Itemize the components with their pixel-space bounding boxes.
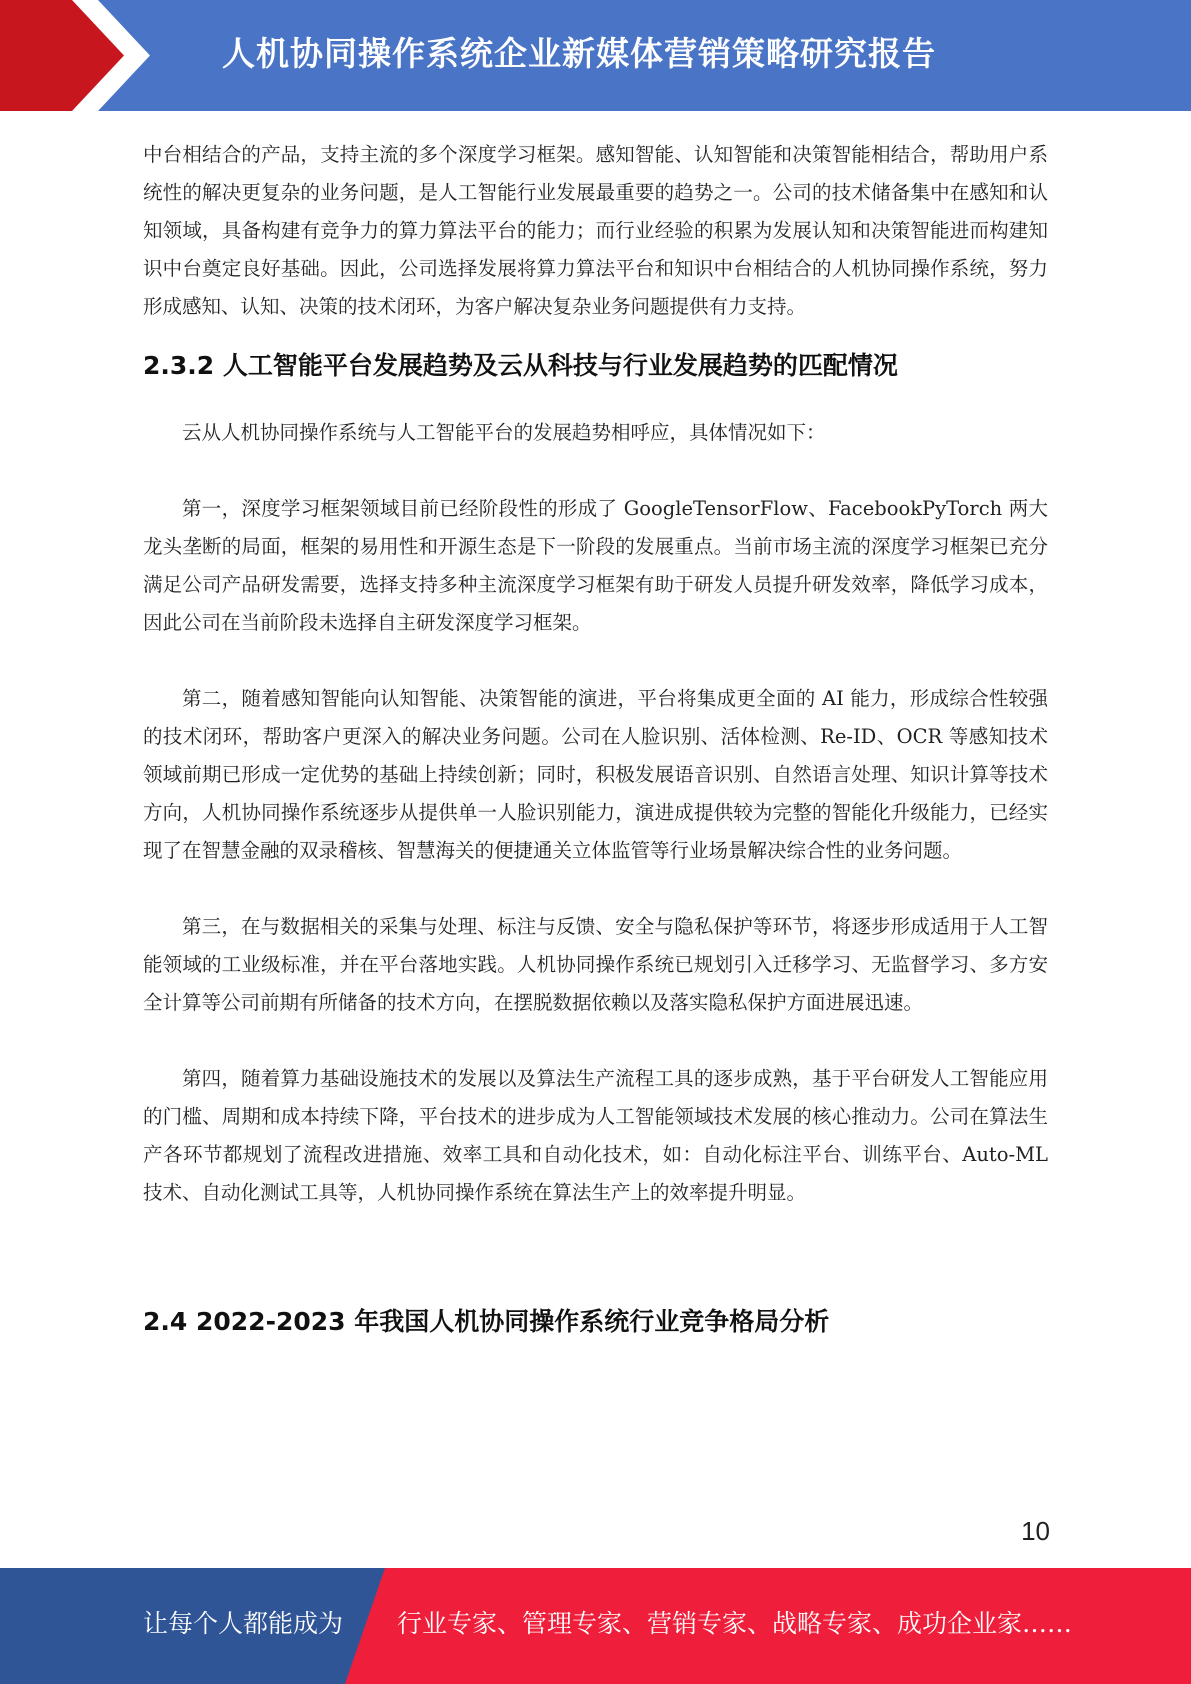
header-banner bbox=[0, 0, 1191, 111]
document-body bbox=[143, 136, 1048, 1342]
page-number: 10 bbox=[1021, 1516, 1050, 1546]
point-two-paragraph: 第二，随着感知智能向认知智能、决策智能的演进，平台将集成更全面的 AI 能力，形成综合性较强的技术闭环，帮助客户更深入的解决业务问题。公司在人脸识别、活体检测、Re-ID、OCR 等感知技术领域前期已形成一定优势的基础上持续创新；同时，积极发展语音识别、自然语言处理、知识计算等技术方向，人机协同操作系统逐步从提供单一人脸识别能力，演进成提供较为完整的智能化升级能力，已经实现了在智慧金融的双录稽核、智慧海关的便捷通关立体监管等行业场景解决综合性的业务问题。 bbox=[143, 687, 1048, 862]
lead-paragraph: 云从人机协同操作系统与人工智能平台的发展趋势相呼应，具体情况如下： bbox=[182, 421, 826, 444]
section-2-3-2-heading: 2.3.2 人工智能平台发展趋势及云从科技与行业发展趋势的匹配情况 bbox=[143, 351, 898, 380]
point-three-paragraph: 第三，在与数据相关的采集与处理、标注与反馈、安全与隐私保护等环节，将逐步形成适用于人工智能领域的工业级标准，并在平台落地实践。人机协同操作系统已规划引入迁移学习、无监督学习、多方安全计算等公司前期有所储备的技术方向，在摆脱数据依赖以及落实隐私保护方面进展迅速。 bbox=[143, 915, 1048, 1014]
footer-banner bbox=[0, 1568, 1191, 1684]
report-title: 人机协同操作系统企业新媒体营销策略研究报告 bbox=[222, 34, 936, 73]
section-2-4-heading: 2.4 2022-2023 年我国人机协同操作系统行业竞争格局分析 bbox=[143, 1307, 830, 1336]
intro-paragraph: 中台相结合的产品，支持主流的多个深度学习框架。感知智能、认知智能和决策智能相结合，帮助用户系统性的解决更复杂的业务问题，是人工智能行业发展最重要的趋势之一。公司的技术储备集中在感知和认知领域，具备构建有竞争力的算力算法平台的能力；而行业经验的积累为发展认知和决策智能进而构建知识中台奠定良好基础。因此，公司选择发展将算力算法平台和知识中台相结合的人机协同操作系统，努力形成感知、认知、决策的技术闭环，为客户解决复杂业务问题提供有力支持。 bbox=[143, 143, 1048, 318]
point-one-paragraph: 第一，深度学习框架领域目前已经阶段性的形成了 GoogleTensorFlow、FacebookPyTorch 两大龙头垄断的局面，框架的易用性和开源生态是下一阶段的发展重点。当前市场主流的深度学习框架已充分满足公司产品研发需要，选择支持多种主流深度学习框架有助于研发人员提升研发效率，降低学习成本，因此公司在当前阶段未选择自主研发深度学习框架。 bbox=[143, 497, 1048, 634]
footer-slogan-right: 行业专家、管理专家、营销专家、战略专家、成功企业家…… bbox=[397, 1609, 1073, 1638]
footer-slogan-left: 让每个人都能成为 bbox=[143, 1609, 344, 1638]
header-chevron-icon bbox=[0, 0, 150, 111]
point-four-paragraph: 第四，随着算力基础设施技术的发展以及算法生产流程工具的逐步成熟，基于平台研发人工智能应用的门槛、周期和成本持续下降，平台技术的进步成为人工智能领域技术发展的核心推动力。公司在算法生产各环节都规划了流程改进措施、效率工具和自动化技术，如：自动化标注平台、训练平台、Auto-ML 技术、自动化测试工具等，人机协同操作系统在算法生产上的效率提升明显。 bbox=[143, 1067, 1048, 1204]
